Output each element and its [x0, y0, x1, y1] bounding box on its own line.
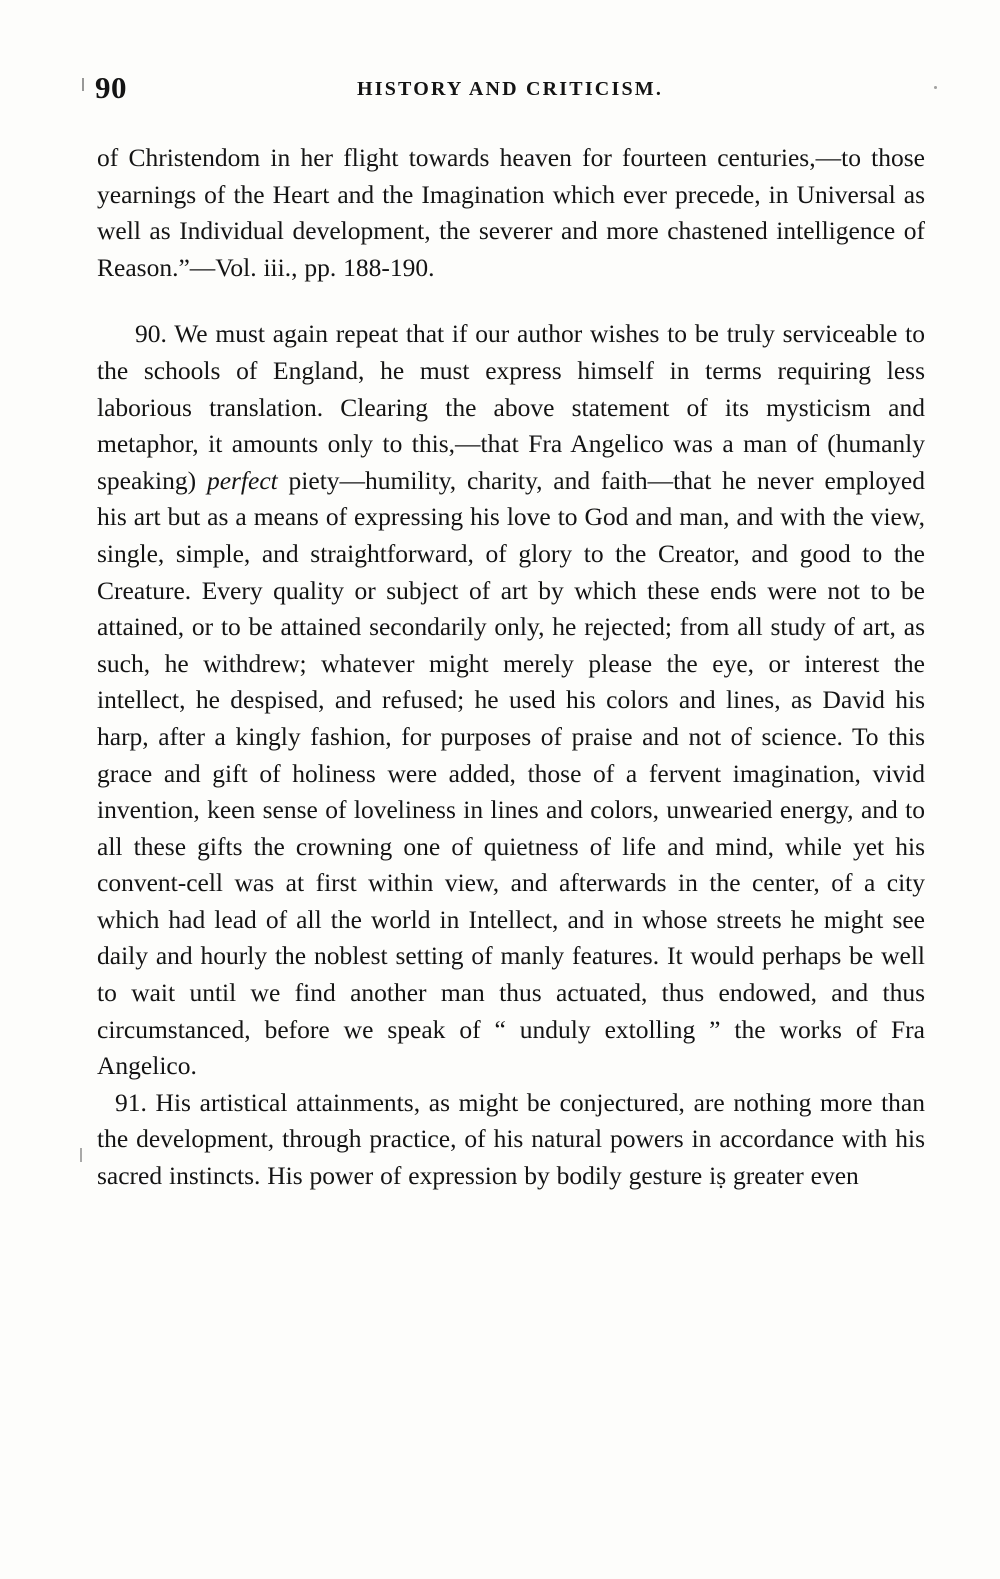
page-header — [95, 70, 925, 110]
paragraph-section-90 — [97, 316, 925, 1084]
paragraph-90-part2: piety—humility, charity, and faith—that he never employed his art but as a means of expressing his love to God and man, and with the view, single, simple, and straightforward, of glory to the Creator, and good to the Creature. Every quality or subject of art by which these ends were not to be attained, or to be attained secondarily only, he rejected; from all study of art, as such, he withdrew; whatever might merely please the eye, or interest the intellect, he despised, and refused; he used his colors and lines, as David his harp, after a kingly fashion, for purposes of praise and not of science. To this grace and gift of holiness were added, those of a fervent imagination, vivid invention, keen sense of loveliness in lines and colors, unwearied energy, and to all these gifts the crowning one of quietness of life and mind, while yet his convent-cell was at first within view, and afterwards in the center, of a city which had lead of all the world in Intellect, and in whose streets he might see daily and hourly the noblest setting of manly features. It would perhaps be well to wait until we find another man thus actuated, thus endowed, and thus circumstanced, before we speak of “ unduly extolling ” the works of Fra Angelico. — [97, 465, 925, 1081]
page-edge-mark — [82, 78, 84, 91]
page-speck-mark — [934, 86, 937, 89]
paragraph-90-part1: 90. We must again repeat that if our author wishes to be truly serviceable to the schools of England, he must express himself in terms requiring less laborious translation. Clearing the above statement of its mysticism and metaphor, it amounts only to this,—that Fra Angelico was a man of (humanly speaking) — [97, 319, 925, 495]
paragraph-continued-quote: of Christendom in her flight towards heaven for fourteen centuries,—to those yearnings of the Heart and the Imagination which ever precede, in Universal as well as Individual development, the severer and more chastened intelligence of Reason.”—Vol. iii., pp. 188-190. — [97, 143, 925, 282]
paragraph-section-91: 91. His artistical attainments, as might be conjectured, are nothing more than the development, through practice, of his natural powers in accordance with his sacred instincts. His power of expression by bodily gesture iṣ greater even — [97, 1087, 925, 1191]
page-body — [97, 140, 925, 1195]
page-edge-mark-lower — [80, 1148, 82, 1162]
running-head: HISTORY AND CRITICISM. — [356, 78, 664, 100]
page-number: 90 — [95, 70, 127, 105]
paragraph-90-italic: perfect — [206, 465, 278, 495]
